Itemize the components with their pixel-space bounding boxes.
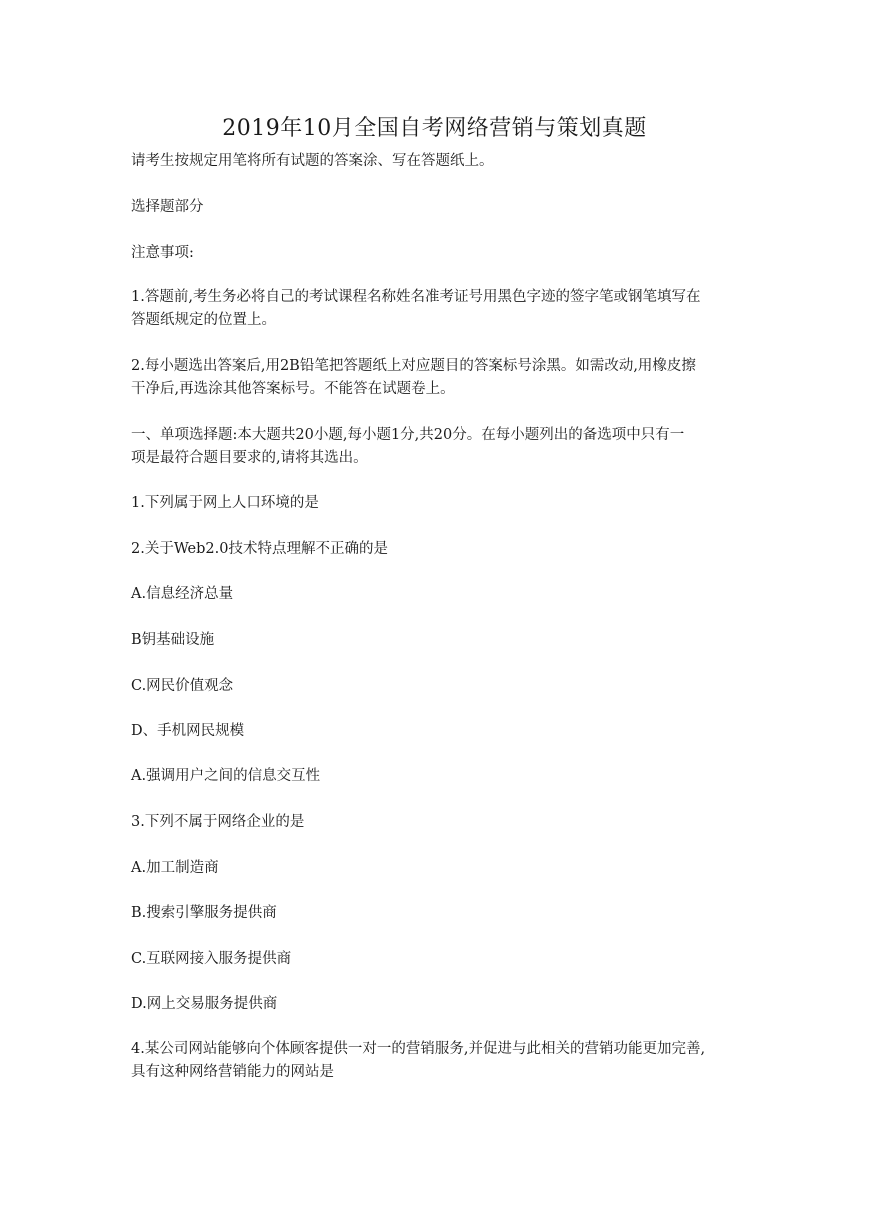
instruction-line (131, 150, 751, 173)
page-title: 2019年10月全国自考网络营销与策划真题 (222, 116, 647, 141)
text-line: B.搜索引擎服务提供商 (131, 905, 277, 921)
text-line: 答题纸规定的位置上。 (131, 312, 276, 328)
text-line: 2.每小题选出答案后,用2B铅笔把答题纸上对应题目的答案标号涂黑。如需改动,用橡皮擦 (131, 358, 696, 374)
text-line: 1.下列属于网上人口环境的是 (131, 495, 319, 511)
text-line: 项是最符合题目要求的,请将其选出。 (131, 450, 368, 466)
text-line: A.强调用户之间的信息交互性 (131, 768, 321, 784)
text-line: 请考生按规定用笔将所有试题的答案涂、写在答题纸上。 (131, 153, 494, 169)
option-line (131, 675, 751, 698)
question-1 (131, 492, 751, 515)
option-line (131, 629, 751, 652)
option-line (131, 720, 751, 743)
option-line (131, 857, 751, 880)
question-4 (131, 1038, 751, 1084)
option-line (131, 583, 751, 606)
text-line: 4.某公司网站能够向个体顾客提供一对一的营销服务,并促进与此相关的营销功能更加完善, (131, 1041, 706, 1057)
notice-heading (131, 242, 751, 265)
text-line: A.信息经济总量 (131, 586, 234, 602)
text-line: 选择题部分 (131, 199, 204, 215)
text-line: D.网上交易服务提供商 (131, 996, 278, 1012)
text-line: A.加工制造商 (131, 860, 219, 876)
option-line (131, 993, 751, 1016)
option-line (131, 902, 751, 925)
text-line: 3.下列不属于网络企业的是 (131, 814, 305, 830)
notice-item-2 (131, 355, 751, 401)
text-line: 1.答题前,考生务必将自己的考试课程名称姓名准考证号用黑色字迹的签字笔或钢笔填写在 (131, 289, 701, 305)
section-heading-choice (131, 196, 751, 219)
text-line: 注意事项: (131, 245, 194, 261)
text-line: 2.关于Web2.0技术特点理解不正确的是 (131, 541, 388, 557)
section-single-choice-intro (131, 424, 751, 470)
text-line: C.网民价值观念 (131, 678, 234, 694)
question-3 (131, 811, 751, 834)
notice-item-1 (131, 286, 751, 332)
text-line: 一、单项选择题:本大题共20小题,每小题1分,共20分。在每小题列出的备选项中只有一 (131, 427, 685, 443)
text-line: B钥基础设施 (131, 632, 215, 648)
option-line (131, 948, 751, 971)
text-line: 干净后,再选涂其他答案标号。不能答在试题卷上。 (131, 381, 455, 397)
option-line (131, 765, 751, 788)
question-2 (131, 538, 751, 561)
text-line: 具有这种网络营销能力的网站是 (131, 1064, 334, 1080)
text-line: C.互联网接入服务提供商 (131, 951, 292, 967)
text-line: D、手机网民规模 (131, 723, 245, 739)
